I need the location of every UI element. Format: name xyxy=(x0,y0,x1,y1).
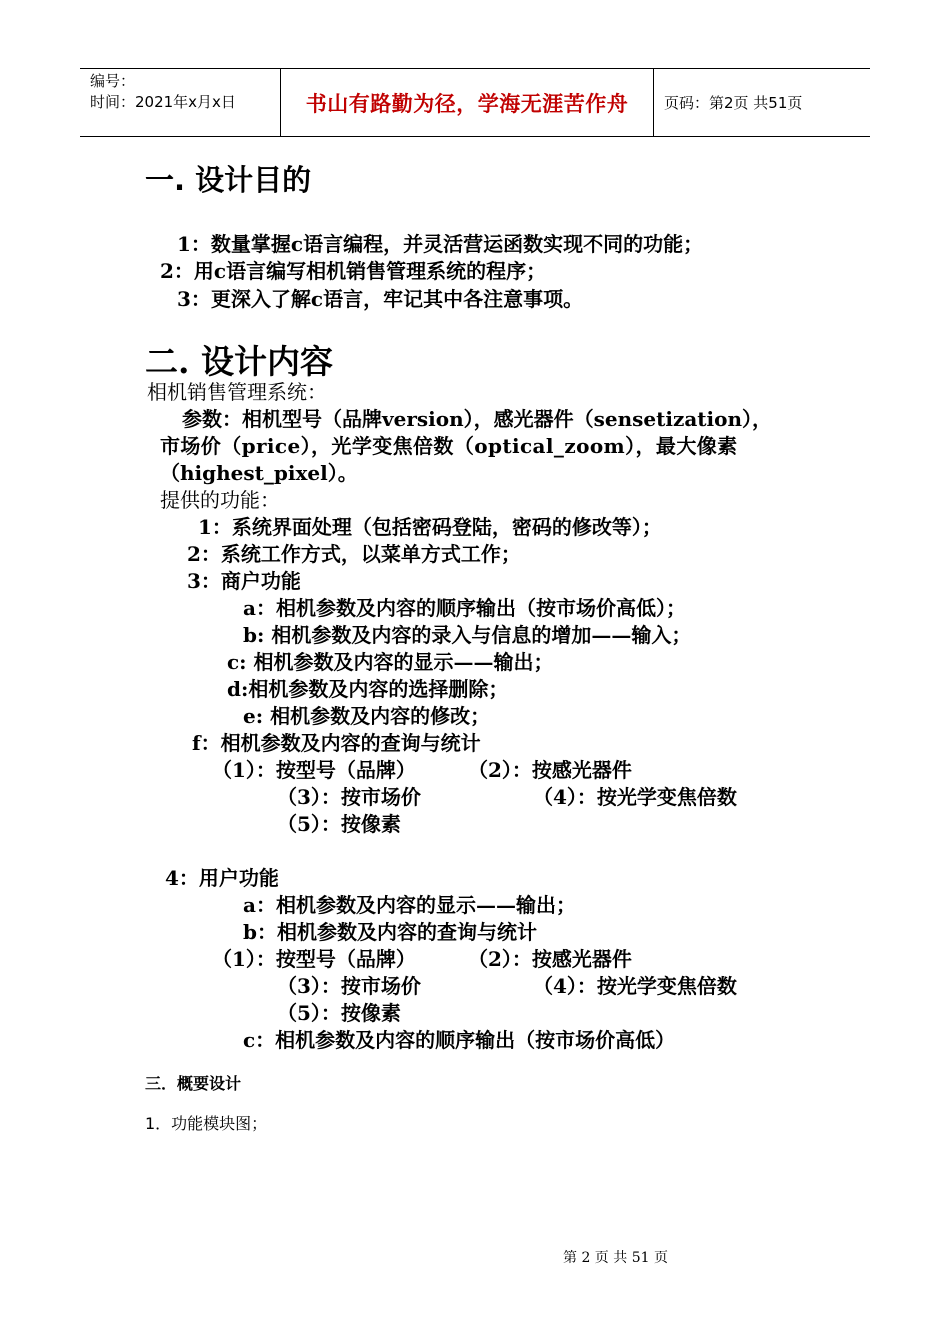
section1-item-2: 2：用c语言编写相机销售管理系统的程序； xyxy=(160,259,547,283)
feature-3d: d:相机参数及内容的选择删除； xyxy=(227,677,509,701)
feature-3: 3：商户功能 xyxy=(187,569,301,593)
user-query-by-model: （1）：按型号（品牌） xyxy=(212,947,416,971)
section3-item-1: 1．功能模块图； xyxy=(145,1114,268,1133)
feature-3a: a：相机参数及内容的顺序输出（按市场价高低）； xyxy=(243,596,686,620)
user-query-by-pixel: （5）：按像素 xyxy=(277,1001,401,1025)
header-page-number: 页码：第2页 共51页 xyxy=(664,94,803,112)
section1-item-1: 1：数量掌握c语言编程，并灵活营运函数实现不同的功能； xyxy=(177,232,704,256)
feature-4a: a：相机参数及内容的显示——输出； xyxy=(243,893,576,917)
params-line-1: 参数：相机型号（品牌version），感光器件（sensetization）， xyxy=(182,407,772,431)
user-query-by-price: （3）：按市场价 xyxy=(277,974,421,998)
query-by-zoom: （4）：按光学变焦倍数 xyxy=(533,785,737,809)
feature-3e: e: 相机参数及内容的修改； xyxy=(243,704,491,728)
section3-title: 三．概要设计 xyxy=(145,1074,242,1093)
features-label: 提供的功能： xyxy=(160,488,280,512)
header-number: 编号： xyxy=(90,72,136,90)
header-motto-cell xyxy=(281,69,654,136)
feature-2: 2：系统工作方式，以菜单方式工作； xyxy=(187,542,521,566)
system-name: 相机销售管理系统： xyxy=(147,380,327,404)
feature-3b: b: 相机参数及内容的录入与信息的增加——输入； xyxy=(243,623,692,647)
section1-title: 一. 设计目的 xyxy=(145,163,312,197)
header-motto: 书山有路勤为径，学海无涯苦作舟 xyxy=(305,90,629,116)
params-line-3: （highest_pixel）。 xyxy=(160,461,358,485)
feature-4c: c：相机参数及内容的顺序输出（按市场价高低） xyxy=(243,1028,676,1052)
feature-4b: b：相机参数及内容的查询与统计 xyxy=(243,920,537,944)
query-by-price: （3）：按市场价 xyxy=(277,785,421,809)
header-info-cell xyxy=(80,69,281,136)
page-footer: 第 2 页 共 51 页 xyxy=(563,1250,668,1266)
feature-4: 4：用户功能 xyxy=(165,866,279,890)
user-query-by-zoom: （4）：按光学变焦倍数 xyxy=(533,974,737,998)
section2-title: 二. 设计内容 xyxy=(145,342,333,381)
header-time: 时间：2021年x月x日 xyxy=(90,93,236,111)
feature-3c: c: 相机参数及内容的显示——输出； xyxy=(227,650,554,674)
query-by-pixel: （5）：按像素 xyxy=(277,812,401,836)
query-by-sensor: （2）：按感光器件 xyxy=(468,758,632,782)
feature-3f: f：相机参数及内容的查询与统计 xyxy=(192,731,481,755)
section1-item-3: 3：更深入了解c语言，牢记其中各注意事项。 xyxy=(177,287,584,311)
user-query-by-sensor: （2）：按感光器件 xyxy=(468,947,632,971)
query-by-model: （1）：按型号（品牌） xyxy=(212,758,416,782)
page-header xyxy=(80,68,870,137)
feature-1: 1：系统界面处理（包括密码登陆，密码的修改等）； xyxy=(198,515,662,539)
header-page-cell xyxy=(654,69,870,136)
params-line-2: 市场价（price），光学变焦倍数（optical_zoom），最大像素 xyxy=(160,434,738,458)
